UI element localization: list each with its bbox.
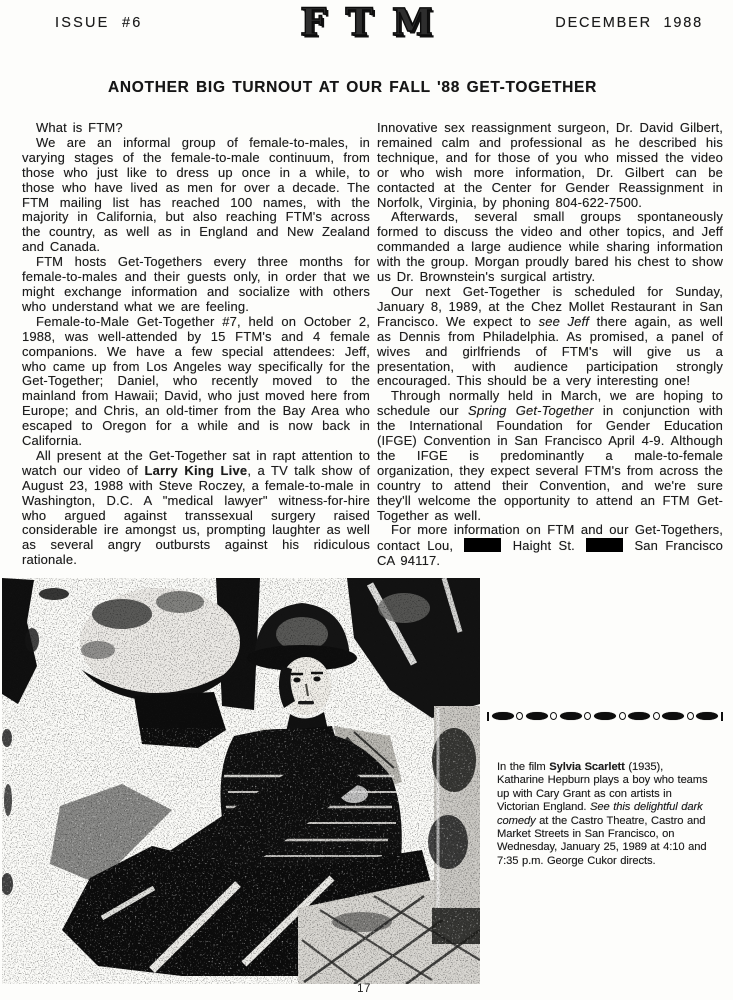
redaction-box bbox=[464, 538, 501, 552]
divider-lens bbox=[560, 712, 582, 720]
article-headline: ANOTHER BIG TURNOUT AT OUR FALL '88 GET-TOGETHER bbox=[108, 79, 597, 96]
divider-ring bbox=[550, 712, 557, 720]
photo-caption: In the film Sylvia Scarlett (1935), Katharine Hepburn plays a boy who teams up with Cary Grant as con artists in Victorian England. See this delightful dark comedy at the Castro Theatre, Castro and Market Streets in San Francisco, on Wednesday, January 25, 1989 at 4:10 and 7:35 p.m. George Cukor directs. bbox=[497, 761, 708, 867]
article-paragraph: We are an informal group of female-to-males, in varying stages of the female-to-male continuum, from those who just like to dress up once in a while, to those who have lived as men for over a decade. The FTM mailing list has reached 100 names, with the majority in California, but also reaching FTM's across the country, as well as in England and New Zealand and Canada. bbox=[22, 134, 370, 255]
divider-ring bbox=[619, 712, 626, 720]
page-number: 17 bbox=[357, 983, 371, 995]
film-still-illustration bbox=[2, 578, 480, 984]
article-paragraph: Through normally held in March, we are hoping to schedule our Spring Get-Together in conjunction with the International Foundation for Gender Education (IFGE) Convention in San Francisco April 4-9. Although the IFGE is predominantly a male-to-female organization, they expect several FTM's from across the country to attend their Convention, and we're sure they'll welcome the opportunity to attend an FTM Get-Together as well. bbox=[377, 388, 723, 523]
article-paragraph: What is FTM? bbox=[36, 120, 123, 135]
article-paragraph: FTM hosts Get-Togethers every three months for female-to-males and their guests only, in order that we might exchange information and socialize with others who understand what we are feeling. bbox=[22, 254, 370, 314]
article-paragraph: Innovative sex reassignment surgeon, Dr. David Gilbert, remained calm and professional as he described his technique, and for those of you who missed the video or who wish more information, Dr. Gilbert can be contacted at the Center for Gender Reassignment in Norfolk, Virginia, by phoning 804-622-7500. bbox=[377, 120, 723, 210]
article-column-right bbox=[377, 121, 723, 569]
divider-lens bbox=[628, 712, 650, 720]
ftm-logo: FTM bbox=[300, 0, 452, 44]
divider-lens bbox=[492, 712, 514, 720]
divider-ring bbox=[653, 712, 660, 720]
divider-lens bbox=[662, 712, 684, 720]
article-column-left bbox=[22, 121, 370, 568]
article-paragraph: Female-to-Male Get-Together #7, held on October 2, 1988, was well-attended by 15 FTM's and 4 female companions. We have a few special attendees: Jeff, who came up from Los Angeles way specifically for the Get-Together; Daniel, who recently moved to the mainland from Hawaii; David, who just moved here from Europe; and Chris, an old-timer from the Bay Area who escaped to Oregon for a while and is now back in California. bbox=[22, 313, 370, 449]
film-still-photo bbox=[2, 578, 480, 984]
ornamental-divider bbox=[487, 709, 723, 723]
redaction-box bbox=[586, 538, 623, 552]
divider-lens bbox=[526, 712, 548, 720]
article-paragraph: All present at the Get-Together sat in rapt attention to watch our video of Larry King Live, a TV talk show of August 23, 1988 with Steve Roczey, a female-to-male in Washington, D.C. A "medical lawyer" witness-for-hire who argued against transsexual surgery raised considerable ire amongst us, prompting laughter as well as several angry outbursts against his ridiculous rationale. bbox=[22, 447, 370, 568]
divider-lens bbox=[594, 712, 616, 720]
article-paragraph: For more information on FTM and our Get-Togethers, contact Lou, Haight St. San Francisco CA 94117. bbox=[377, 522, 724, 569]
divider-lens bbox=[696, 712, 718, 720]
divider-ring bbox=[516, 712, 523, 720]
article-paragraph: Afterwards, several small groups spontaneously formed to discuss the video and other topics, and Jeff commanded a large audience while sharing information with the group. Morgan proudly bared his chest to show us Dr. Brownstein's surgical artistry. bbox=[377, 209, 723, 285]
date-label: DECEMBER 1988 bbox=[555, 15, 703, 31]
divider-ring bbox=[687, 712, 694, 720]
divider-ring bbox=[584, 712, 591, 720]
issue-label: ISSUE #6 bbox=[55, 15, 143, 31]
article-paragraph: Our next Get-Together is scheduled for Sunday, January 8, 1989, at the Chez Mollet Restaurant in San Francisco. We expect to see Jeff there again, as well as Dennis from Philadelphia. As promised, a panel of wives and girlfriends of FTM's will give us a presentation, with audience participation strongly encouraged. This should be a very interesting one! bbox=[377, 283, 723, 389]
